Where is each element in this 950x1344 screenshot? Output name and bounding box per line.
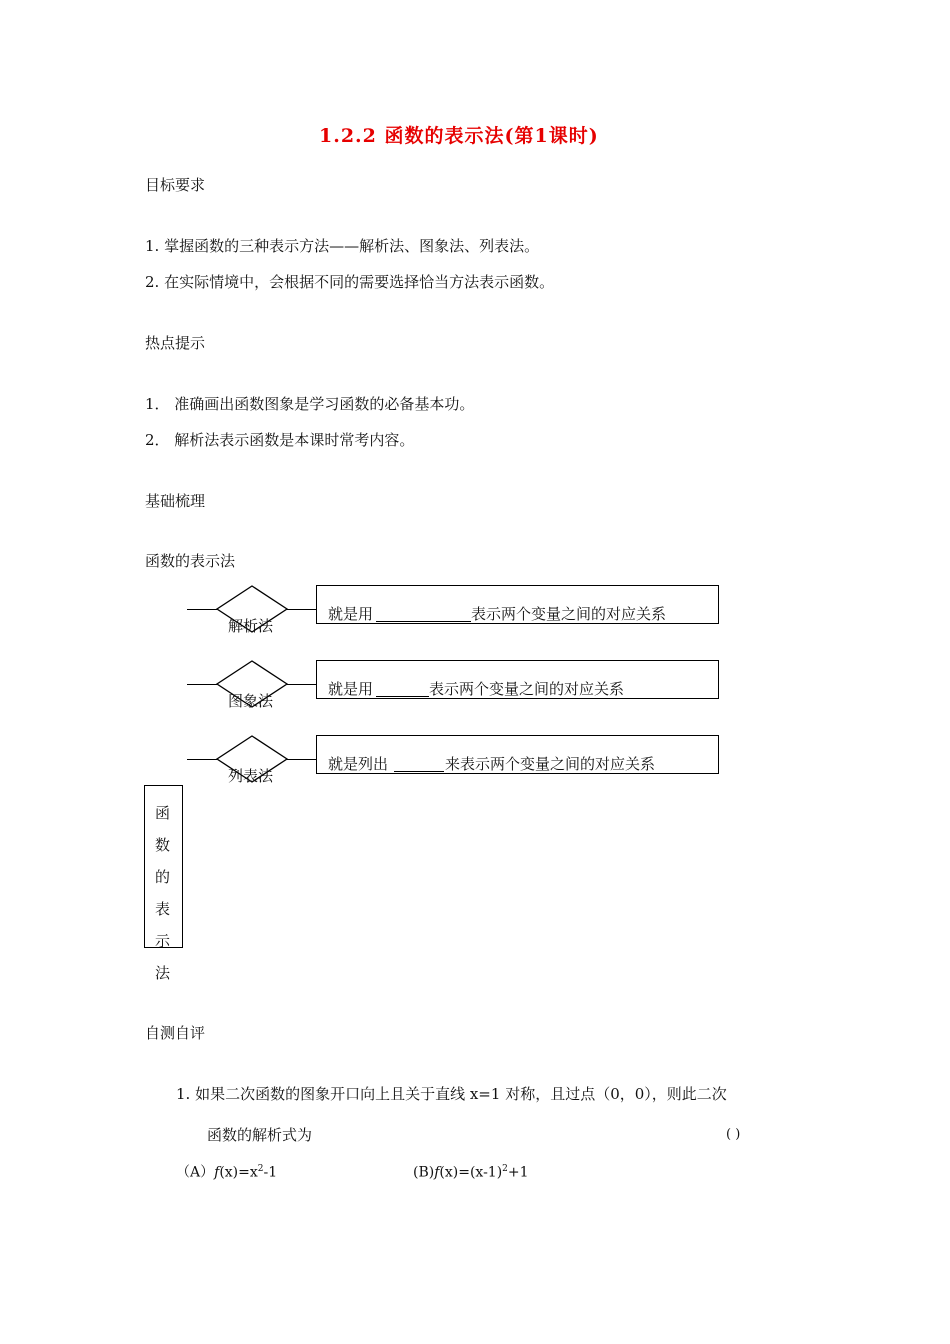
option-a-label: （A） bbox=[176, 1164, 215, 1181]
section-basics: 基础梳理 bbox=[145, 492, 206, 510]
section-goals: 目标要求 bbox=[145, 176, 206, 194]
option-a-body: (x)=x bbox=[219, 1164, 258, 1181]
definition-prefix-3: 就是列出 bbox=[328, 755, 389, 773]
connector-line-1b bbox=[287, 609, 316, 610]
blank-1 bbox=[376, 621, 471, 622]
hint-item-1: 1． 准确画出函数图象是学习函数的必备基本功。 bbox=[145, 395, 475, 413]
hint-item-2: 2． 解析法表示函数是本课时常考内容。 bbox=[145, 431, 415, 449]
blank-2 bbox=[376, 696, 429, 697]
method-label-2: 图象法 bbox=[228, 692, 274, 710]
goal-item-1: 1. 掌握函数的三种表示方法——解析法、图象法、列表法。 bbox=[145, 237, 540, 255]
question-1-line-1: 1. 如果二次函数的图象开口向上且关于直线 x=1 对称，且过点（0，0），则此二次 bbox=[176, 1085, 727, 1103]
connector-line-3 bbox=[187, 759, 217, 760]
option-a-sup: 2 bbox=[257, 1164, 264, 1174]
blank-3 bbox=[394, 771, 444, 772]
option-b bbox=[413, 1165, 529, 1180]
method-label-3: 列表法 bbox=[228, 767, 274, 785]
answer-parenthesis: ( ) bbox=[726, 1127, 741, 1142]
option-a-f: f bbox=[214, 1164, 220, 1181]
option-b-f: f bbox=[434, 1164, 440, 1181]
section-hints: 热点提示 bbox=[145, 334, 206, 352]
vertical-char-3: 的 bbox=[155, 868, 171, 886]
definition-suffix-3: 来表示两个变量之间的对应关系 bbox=[445, 755, 656, 773]
method-label-1: 解析法 bbox=[228, 617, 274, 635]
definition-suffix-1: 表示两个变量之间的对应关系 bbox=[471, 605, 667, 623]
connector-line-3b bbox=[287, 759, 316, 760]
section-self-test: 自测自评 bbox=[145, 1024, 206, 1042]
page-title: 1.2.2 函数的表示法(第1课时) bbox=[319, 125, 599, 147]
option-a bbox=[176, 1165, 277, 1180]
connector-line-1 bbox=[187, 609, 217, 610]
definition-prefix-1: 就是用 bbox=[328, 605, 374, 623]
connector-line-2b bbox=[287, 684, 316, 685]
question-1-line-2: 函数的解析式为 bbox=[207, 1126, 313, 1144]
option-b-body: (x)=(x-1) bbox=[439, 1164, 503, 1181]
vertical-char-2: 数 bbox=[155, 836, 171, 854]
connector-line-2 bbox=[187, 684, 217, 685]
option-b-tail: +1 bbox=[507, 1164, 529, 1181]
goal-item-2: 2. 在实际情境中，会根据不同的需要选择恰当方法表示函数。 bbox=[145, 273, 555, 291]
definition-suffix-2: 表示两个变量之间的对应关系 bbox=[429, 680, 625, 698]
option-a-tail: -1 bbox=[263, 1164, 278, 1181]
vertical-char-5: 示 bbox=[155, 932, 171, 950]
option-b-sup: 2 bbox=[502, 1164, 508, 1174]
vertical-char-6: 法 bbox=[155, 964, 171, 982]
option-b-label: (B) bbox=[413, 1164, 435, 1181]
definition-prefix-2: 就是用 bbox=[328, 680, 374, 698]
vertical-char-1: 函 bbox=[155, 804, 171, 822]
diagram-heading: 函数的表示法 bbox=[145, 552, 236, 570]
vertical-char-4: 表 bbox=[155, 900, 171, 918]
